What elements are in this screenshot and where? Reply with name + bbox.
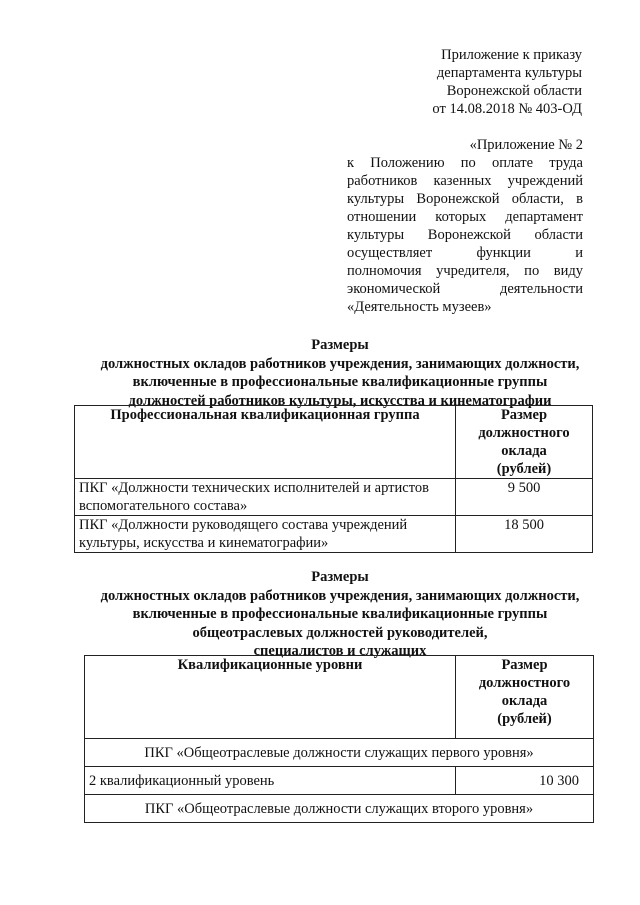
order-reference-line: департамента культуры [436,65,582,81]
appendix-line: отношении которых департамент [347,209,583,225]
column-header-line: оклада [501,693,548,709]
level-label: 2 квалификационный уровень [85,767,456,795]
section1-title-line: Размеры [311,337,369,353]
column-header-level: Квалификационные уровни [85,656,456,739]
table-row [75,479,593,516]
order-reference-line: Воронежской области [446,83,582,99]
column-header-line: должностного [478,425,570,441]
group-row [85,795,594,823]
column-header-line: (рублей) [497,711,552,727]
section1-table [74,405,593,553]
appendix-line: осуществляет функции и [347,245,583,261]
group-row [85,739,594,767]
section2-title-line: общеотраслевых должностей руководителей, [192,624,488,641]
order-reference-line: Приложение к приказу [441,47,582,63]
appendix-line: «Деятельность музеев» [347,299,492,315]
appendix-line: экономической деятельности [347,281,583,297]
group-text-line: культуры, искусства и кинематографии» [79,535,329,551]
appendix-line: полномочия учредителя, по виду [347,263,583,279]
column-header-line: оклада [501,443,547,459]
column-header-line: (рублей) [496,461,552,477]
order-reference [432,46,582,118]
group-text-line: вспомогательного состава» [79,498,248,514]
column-header-line: Размер [500,407,548,423]
group-text-line: ПКГ «Должности руководящего состава учреждений [79,517,408,533]
column-header-salary [456,406,593,479]
section1-title-line: должностных окладов работников учреждения, занимающих должности, [100,355,580,372]
group-text-line: ПКГ «Должности технических исполнителей и артистов [79,480,429,496]
appendix-reference [347,136,583,316]
section2-title-line: специалистов и служащих [253,643,427,659]
appendix-line: культуры Воронежской области, в [347,191,583,207]
section2-title-line: должностных окладов работников учреждения, занимающих должности, [100,587,580,604]
salary-value: 9 500 [456,479,593,516]
appendix-number: «Приложение № 2 [469,137,583,153]
order-reference-date: от 14.08.2018 № 403-ОД [432,101,582,117]
section1-title [40,336,640,410]
column-header-salary [456,656,594,739]
appendix-line: к Положению по оплате труда [347,155,583,171]
salary-value: 18 500 [456,516,593,553]
group-heading: ПКГ «Общеотраслевые должности служащих первого уровня» [85,739,594,767]
salary-value: 10 300 [456,767,594,795]
section2-title-line: Размеры [311,569,369,585]
column-header-line: Размер [501,657,548,673]
group-cell [75,516,456,553]
column-header-line: должностного [478,675,571,691]
group-cell [75,479,456,516]
table-row [75,516,593,553]
section1-title-line: включенные в профессиональные квалификационные группы [132,374,548,390]
section1-title-line: должностей работников культуры, искусства и кинематографии [128,392,552,409]
section2-table [84,655,594,823]
section2-title [40,568,640,661]
group-heading: ПКГ «Общеотраслевые должности служащих второго уровня» [85,795,594,823]
section2-title-line: включенные в профессиональные квалификационные группы [132,606,548,622]
table-row [85,767,594,795]
appendix-line: работников казенных учреждений [347,173,583,189]
column-header-group: Профессиональная квалификационная группа [75,406,456,479]
appendix-line: культуры Воронежской области [347,227,583,243]
